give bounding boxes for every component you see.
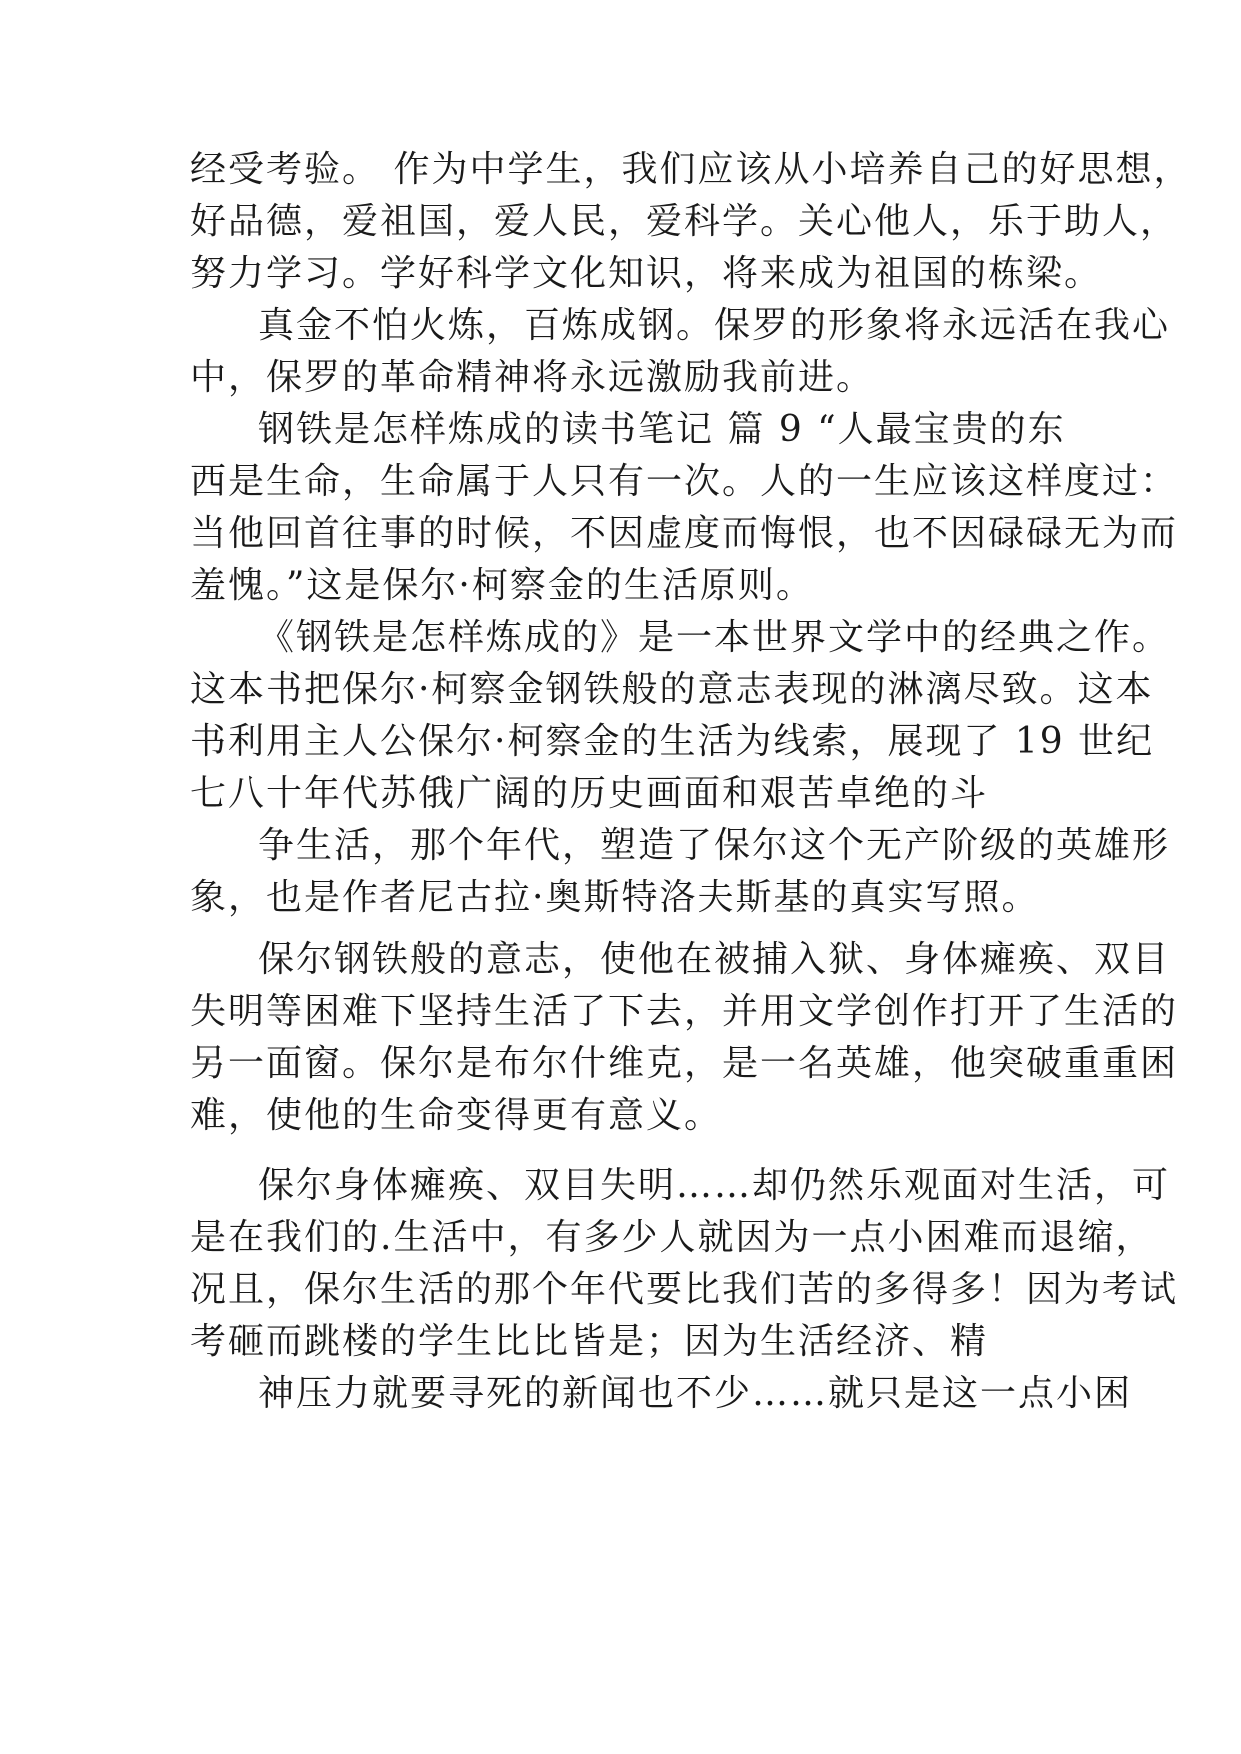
text-line: 保尔身体瘫痪、双目失明……却仍然乐观面对生活，可 (258, 1165, 1171, 1206)
text-line: 好品德，爱祖国，爱人民，爱科学。关心他人，乐于助人， (190, 201, 1179, 242)
text-line: 努力学习。学好科学文化知识，将来成为祖国的栋梁。 (190, 253, 1103, 294)
text-line: 保尔钢铁般的意志，使他在被捕入狱、身体瘫痪、双目 (258, 939, 1171, 980)
text-line: 《钢铁是怎样炼成的》是一本世界文学中的经典之作。 (258, 617, 1171, 658)
text-line: 象，也是作者尼古拉·奥斯特洛夫斯基的真实写照。 (190, 877, 1040, 918)
text-line: 当他回首往事的时候，不因虚度而悔恨，也不因碌碌无为而 (190, 513, 1179, 554)
text-line: 况且，保尔生活的那个年代要比我们苦的多得多！因为考试 (190, 1269, 1179, 1310)
text-line: 真金不怕火炼，百炼成钢。保罗的形象将永远活在我心 (258, 305, 1171, 346)
text-line: 中，保罗的革命精神将永远激励我前进。 (190, 357, 875, 398)
text-line: 考砸而跳楼的学生比比皆是；因为生活经济、精 (190, 1321, 989, 1362)
text-line: 争生活，那个年代，塑造了保尔这个无产阶级的英雄形 (258, 825, 1171, 866)
text-line: 另一面窗。保尔是布尔什维克，是一名英雄，他突破重重困 (190, 1043, 1179, 1084)
text-line: 难，使他的生命变得更有意义。 (190, 1095, 723, 1136)
text-line: 书利用主人公保尔·柯察金的生活为线索，展现了 19 世纪 (190, 721, 1155, 762)
text-line: 失明等困难下坚持生活了下去，并用文学创作打开了生活的 (190, 991, 1179, 1032)
text-line: 钢铁是怎样炼成的读书笔记 篇 9 “人最宝贵的东 (258, 409, 1066, 450)
text-line: 羞愧。”这是保尔·柯察金的生活原则。 (190, 565, 814, 606)
text-line: 是在我们的.生活中，有多少人就因为一点小困难而退缩， (190, 1217, 1154, 1258)
text-line: 神压力就要寻死的新闻也不少……就只是这一点小困 (258, 1373, 1133, 1414)
text-line: 七八十年代苏俄广阔的历史画面和艰苦卓绝的斗 (190, 773, 989, 814)
text-line: 经受考验。 作为中学生，我们应该从小培养自己的好思想， (190, 149, 1192, 190)
text-line: 西是生命，生命属于人只有一次。人的一生应该这样度过： (190, 461, 1179, 502)
text-line: 这本书把保尔·柯察金钢铁般的意志表现的淋漓尽致。这本 (190, 669, 1154, 710)
